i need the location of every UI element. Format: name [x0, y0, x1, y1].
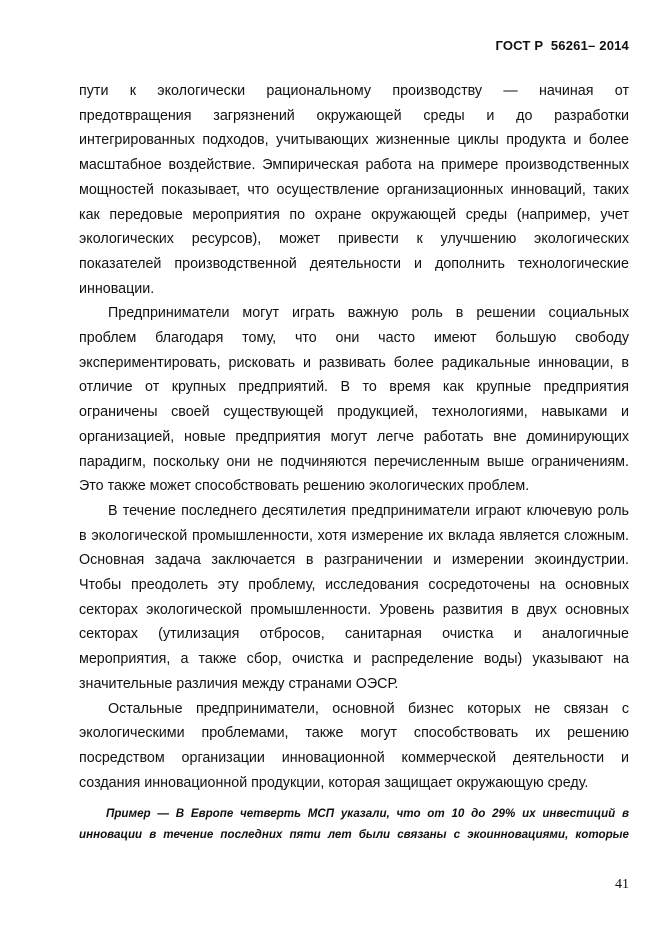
- paragraph-3: [79, 499, 629, 697]
- text-line: Остальные предприниматели, основной бизнес которых не связан с: [108, 700, 629, 717]
- text-line: инновации.: [79, 280, 155, 297]
- document-header: ГОСТ Р 56261– 2014: [495, 38, 629, 53]
- text-line: ограничены своей существующей продукцией, технологиями, навыками и: [79, 404, 629, 421]
- text-line: интегрированных подходов, учитывающих жизненные циклы продукта и более: [79, 132, 629, 149]
- text-line: масштабное воздействие. Эмпирическая работа на примере производственных: [79, 157, 629, 174]
- text-line: Чтобы преодолеть эту проблему, исследования сосредоточены на основных: [79, 577, 629, 594]
- example-line: инновации в течение последних пяти лет были связаны с экоинновациями, которые: [79, 828, 629, 842]
- text-line: секторах экологической промышленности. Уровень развития в двух основных: [79, 601, 629, 618]
- page-number: 41: [615, 877, 629, 892]
- text-line: мероприятия, а также сбор, очистка и распределение воды) указывают на: [79, 651, 629, 668]
- text-line: в экологической промышленности, хотя измерение их вклада является сложным.: [79, 527, 629, 544]
- text-line: экспериментировать, рисковать и развивать более радикальные инновации, в: [79, 354, 629, 371]
- text-line: пути к экологически рациональному производству — начиная от: [79, 83, 629, 99]
- text-line: В течение последнего десятилетия предприниматели играют ключевую роль: [108, 502, 629, 519]
- text-line: экологическими проблемами, также могут способствовать их решению: [79, 725, 629, 742]
- text-line: создания инновационной продукции, которая защищает окружающую среду.: [79, 774, 589, 791]
- text-line: организацией, новые предприятия могут легче работать вне доминирующих: [79, 428, 629, 445]
- text-line: значительные различия между странами ОЭСР.: [79, 675, 399, 692]
- text-line: секторах (утилизация отбросов, санитарная очистка и аналогичные: [79, 626, 629, 643]
- example-note: [79, 803, 629, 845]
- text-line: посредством организации инновационной коммерческой деятельности и: [79, 749, 629, 766]
- text-line: мощностей показывает, что осуществление организационных инноваций, таких: [79, 181, 629, 198]
- paragraph-2: [79, 301, 629, 499]
- text-line: проблем благодаря тому, что они часто имеют большую свободу: [79, 330, 629, 347]
- example-line: Пример — В Европе четверть МСП указали, что от 10 до 29% их инвестиций в: [106, 807, 629, 821]
- text-line: экологических ресурсов), может привести к улучшению экологических: [79, 231, 629, 248]
- paragraph-1: [79, 79, 629, 301]
- text-line: Основная задача заключается в разграничении и измерении экоиндустрии.: [79, 552, 629, 569]
- paragraph-4: [79, 697, 629, 796]
- text-line: как передовые мероприятия по охране окружающей среды (например, учет: [79, 206, 629, 223]
- text-line: Предприниматели могут играть важную роль в решении социальных: [108, 305, 629, 322]
- text-line: предотвращения загрязнений окружающей среды и до разработки: [79, 107, 629, 124]
- text-line: отличие от крупных предприятий. В то время как крупные предприятия: [79, 379, 629, 396]
- document-body: [79, 79, 629, 845]
- text-line: парадигм, поскольку они не подчиняются перечисленным выше ограничениям.: [79, 453, 629, 470]
- text-line: Это также может способствовать решению экологических проблем.: [79, 478, 530, 495]
- text-line: показателей производственной деятельности и дополнить технологические: [79, 255, 629, 272]
